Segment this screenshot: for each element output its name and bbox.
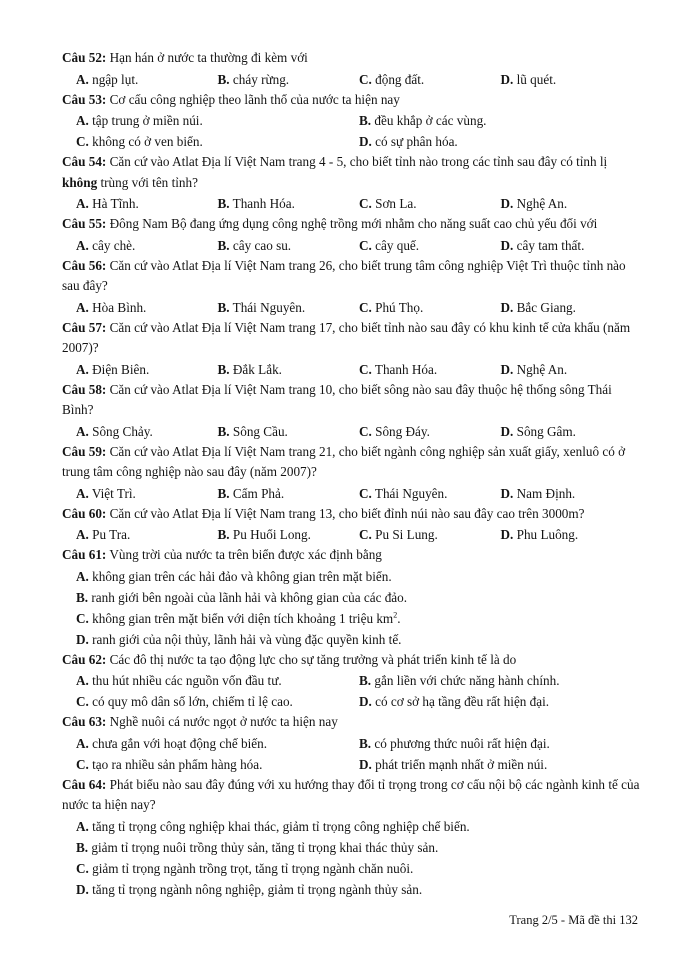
- question: [62, 650, 642, 713]
- option-text: giảm tỉ trọng nuôi trồng thủy sản, tăng tỉ trọng khai thác thủy sản.: [91, 839, 439, 855]
- answer-option: [501, 359, 643, 380]
- option-text: ranh giới của nội thủy, lãnh hải và vùng đặc quyền kinh tế.: [92, 631, 402, 647]
- answer-options: [62, 297, 642, 318]
- question: [62, 318, 642, 380]
- question-text: Căn cứ vào Atlat Địa lí Việt Nam trang 13, cho biết đỉnh núi nào sau đây cao trên 3000m?: [109, 505, 585, 521]
- exam-page: [62, 48, 642, 900]
- option-letter: C.: [359, 527, 372, 542]
- option-letter: A.: [76, 361, 89, 377]
- option-letter: B.: [359, 673, 372, 688]
- question-number: Câu 56:: [62, 257, 107, 273]
- option-text: Sông Gâm.: [516, 423, 576, 439]
- option-text: Nghệ An.: [516, 196, 568, 211]
- option-text: Sông Chảy.: [92, 423, 153, 439]
- option-text: cây chè.: [92, 237, 136, 253]
- question: [62, 712, 642, 775]
- answer-option: [359, 110, 642, 131]
- answer-option: [501, 235, 643, 256]
- option-text: Pu Huổi Long.: [232, 527, 311, 542]
- option-letter: D.: [359, 694, 372, 709]
- option-letter: B.: [359, 735, 372, 751]
- option-letter: C.: [76, 694, 89, 709]
- option-letter: A.: [76, 71, 89, 87]
- answer-option: [218, 483, 360, 504]
- option-letter: B.: [217, 299, 230, 315]
- option-letter: D.: [76, 881, 89, 897]
- question-number: Câu 57:: [62, 319, 107, 335]
- answer-options: [62, 524, 642, 545]
- answer-option: [76, 608, 642, 629]
- question-number: Câu 59:: [62, 443, 107, 459]
- option-letter: B.: [217, 485, 230, 501]
- answer-option: [76, 483, 218, 504]
- answer-option: [359, 483, 501, 504]
- option-text: Việt Trì.: [91, 485, 136, 501]
- emphasis-word: không: [62, 174, 98, 190]
- answer-option: [76, 69, 218, 90]
- question: [62, 775, 642, 900]
- answer-option: [359, 359, 501, 380]
- answer-option: [359, 297, 501, 318]
- option-text: cây tam thất.: [516, 237, 585, 253]
- option-text: chưa gắn với hoạt động chế biến.: [92, 735, 268, 751]
- question: [62, 442, 642, 504]
- option-text: tập trung ở miền núi.: [92, 113, 203, 128]
- option-text: Thái Nguyên.: [374, 485, 448, 501]
- question: [62, 504, 642, 546]
- option-letter: C.: [359, 71, 372, 87]
- question-number: Câu 60:: [62, 505, 107, 521]
- answer-option: [359, 733, 642, 754]
- option-letter: D.: [359, 756, 372, 772]
- option-letter: C.: [76, 860, 89, 876]
- answer-option: [76, 131, 359, 152]
- option-text: Sông Đáy.: [375, 423, 430, 439]
- question-text: Các đô thị nước ta tạo động lực cho sự tăng trưởng và phát triển kinh tế là do: [109, 651, 517, 667]
- answer-option: [218, 297, 360, 318]
- option-text: Đắk Lắk.: [232, 361, 282, 377]
- answer-option: [501, 193, 643, 214]
- answer-option: [501, 524, 643, 545]
- option-letter: B.: [217, 196, 230, 211]
- answer-option: [76, 629, 642, 650]
- option-letter: D.: [500, 485, 514, 501]
- answer-option: [218, 421, 360, 442]
- option-letter: A.: [76, 568, 89, 584]
- option-letter: A.: [76, 299, 89, 315]
- option-letter: D.: [76, 631, 89, 647]
- answer-option: [218, 69, 360, 90]
- answer-option: [76, 235, 218, 256]
- option-letter: C.: [359, 485, 372, 501]
- question-stem: [62, 48, 642, 69]
- answer-option: [76, 110, 359, 131]
- option-letter: A.: [76, 196, 89, 211]
- option-text: cây quế.: [375, 237, 420, 253]
- option-letter: A.: [76, 237, 89, 253]
- option-text-tail: .: [397, 610, 401, 626]
- option-letter: C.: [76, 610, 89, 626]
- option-letter: B.: [217, 71, 230, 87]
- answer-options: [62, 235, 642, 256]
- option-letter: D.: [500, 423, 514, 439]
- option-text: tăng tỉ trọng công nghiệp khai thác, giảm tỉ trọng công nghiệp chế biến.: [92, 818, 470, 834]
- answer-option: [218, 193, 360, 214]
- option-letter: C.: [359, 361, 372, 377]
- question-number: Câu 54:: [62, 154, 107, 169]
- question-stem: [62, 712, 642, 733]
- question-number: Câu 64:: [62, 776, 107, 792]
- option-letter: C.: [76, 756, 89, 772]
- question-text: Nghề nuôi cá nước ngọt ở nước ta hiện nay: [109, 714, 338, 729]
- option-text: Thái Nguyên.: [232, 299, 306, 315]
- option-letter: B.: [217, 361, 230, 377]
- question-text: Căn cứ vào Atlat Địa lí Việt Nam trang 4 - 5, cho biết tỉnh nào trong các tỉnh sau đây có tỉnh lị: [109, 154, 608, 169]
- option-text: có quy mô dân số lớn, chiếm tỉ lệ cao.: [92, 694, 293, 709]
- option-text: Cẩm Phả.: [232, 485, 285, 501]
- answer-option: [359, 421, 501, 442]
- answer-options: [62, 421, 642, 442]
- option-text: Phu Luông.: [516, 527, 579, 542]
- option-text: có phương thức nuôi rất hiện đại.: [374, 735, 550, 751]
- answer-options: [62, 733, 642, 775]
- question: [62, 214, 642, 256]
- option-letter: C.: [359, 423, 372, 439]
- option-letter: B.: [217, 423, 230, 439]
- option-text: Thanh Hóa.: [232, 196, 295, 211]
- question-text: trùng với tên tỉnh?: [97, 174, 198, 190]
- page-footer: Trang 2/5 - Mã đề thi 132: [509, 913, 638, 927]
- answer-options: [62, 110, 642, 152]
- answer-option: [501, 483, 643, 504]
- answer-option: [76, 858, 642, 879]
- question-number: Câu 58:: [62, 381, 107, 397]
- answer-options: [62, 359, 642, 380]
- answer-options: [62, 69, 642, 90]
- option-letter: A.: [76, 735, 89, 751]
- option-letter: B.: [217, 237, 230, 253]
- option-letter: B.: [217, 527, 230, 542]
- question-text: Căn cứ vào Atlat Địa lí Việt Nam trang 10, cho biết sông nào sau đây thuộc hệ thống sông Thái Bình?: [62, 381, 612, 417]
- option-letter: C.: [76, 134, 89, 149]
- question-stem: [62, 214, 642, 235]
- option-letter: D.: [359, 134, 372, 149]
- question-stem: [62, 775, 642, 816]
- option-text: phát triển mạnh nhất ở miền núi.: [375, 756, 548, 772]
- question: [62, 90, 642, 153]
- option-text: cháy rừng.: [232, 71, 290, 87]
- answer-option: [218, 359, 360, 380]
- option-text: động đất.: [375, 71, 425, 87]
- answer-option: [359, 193, 501, 214]
- question-stem: [62, 650, 642, 671]
- option-letter: A.: [76, 423, 89, 439]
- answer-option: [76, 670, 359, 691]
- question-number: Câu 53:: [62, 91, 107, 107]
- option-text: Bắc Giang.: [516, 299, 576, 315]
- answer-option: [76, 421, 218, 442]
- superscript: 2: [393, 610, 398, 620]
- question-text: Căn cứ vào Atlat Địa lí Việt Nam trang 26, cho biết trung tâm công nghiệp Việt Trì thuộc tỉnh nào sau đây?: [62, 257, 626, 293]
- option-text: gắn liền với chức năng hành chính.: [374, 673, 560, 688]
- option-text: tạo ra nhiều sản phẩm hàng hóa.: [92, 756, 263, 772]
- option-letter: D.: [500, 299, 514, 315]
- option-letter: C.: [359, 196, 372, 211]
- option-text: không gian trên các hải đảo và không gian trên mặt biển.: [92, 568, 392, 584]
- option-text: Nghệ An.: [516, 361, 568, 377]
- question-number: Câu 62:: [62, 651, 107, 667]
- option-text: Sông Cầu.: [232, 423, 288, 439]
- question-number: Câu 52:: [62, 50, 107, 65]
- option-letter: B.: [359, 113, 372, 128]
- answer-options: [62, 816, 642, 900]
- answer-option: [359, 131, 642, 152]
- question: [62, 48, 642, 90]
- answer-option: [76, 297, 218, 318]
- question-stem: [62, 442, 642, 483]
- question-list: [62, 48, 642, 900]
- answer-option: [76, 587, 642, 608]
- option-text: Điện Biên.: [92, 361, 150, 377]
- question: [62, 256, 642, 318]
- question-stem: [62, 90, 642, 111]
- question-number: Câu 61:: [62, 547, 107, 562]
- option-text: Sơn La.: [375, 196, 417, 211]
- question-text: Phát biểu nào sau đây đúng với xu hướng thay đổi tỉ trọng trong cơ cấu nội bộ các ngành kinh tế của nước ta hiện nay?: [62, 776, 640, 812]
- option-letter: A.: [76, 818, 89, 834]
- answer-option: [359, 69, 501, 90]
- option-text: Thanh Hóa.: [374, 361, 438, 377]
- option-letter: A.: [76, 673, 89, 688]
- question: [62, 545, 642, 650]
- question-stem: [62, 318, 642, 359]
- question-text: Cơ cấu công nghiệp theo lãnh thổ của nước ta hiện nay: [109, 91, 400, 107]
- answer-option: [501, 297, 643, 318]
- option-letter: D.: [500, 527, 514, 542]
- question-text: Căn cứ vào Atlat Địa lí Việt Nam trang 21, cho biết ngành công nghiệp sản xuất giấy, xenluô có ở trung tâm công nghiệp nào sau đây (năm 2007)?: [62, 443, 626, 479]
- option-letter: D.: [500, 196, 514, 211]
- answer-option: [76, 359, 218, 380]
- answer-option: [76, 754, 359, 775]
- answer-option: [218, 235, 360, 256]
- option-text: Hòa Bình.: [92, 299, 147, 315]
- option-letter: C.: [359, 299, 372, 315]
- answer-option: [76, 837, 642, 858]
- question-text: Căn cứ vào Atlat Địa lí Việt Nam trang 17, cho biết tỉnh nào sau đây có khu kinh tế cửa khẩu (năm 2007)?: [62, 319, 631, 355]
- option-letter: D.: [500, 71, 514, 87]
- option-letter: A.: [76, 485, 89, 501]
- option-text: Hà Tĩnh.: [92, 196, 139, 211]
- option-text: Phú Thọ.: [375, 299, 424, 315]
- question: [62, 152, 642, 214]
- question-text: Vùng trời của nước ta trên biển được xác định bằng: [109, 547, 382, 562]
- answer-option: [359, 670, 642, 691]
- option-letter: D.: [500, 237, 514, 253]
- option-letter: C.: [359, 237, 372, 253]
- answer-option: [76, 733, 359, 754]
- answer-option: [76, 816, 642, 837]
- answer-option: [76, 566, 642, 587]
- option-text: ranh giới bên ngoài của lãnh hải và không gian của các đảo.: [91, 589, 408, 605]
- answer-options: [62, 670, 642, 712]
- question-stem: [62, 256, 642, 297]
- answer-option: [76, 879, 642, 900]
- option-text: cây cao su.: [232, 237, 292, 253]
- answer-options: [62, 566, 642, 650]
- answer-option: [359, 754, 642, 775]
- option-letter: D.: [500, 361, 514, 377]
- question-number: Câu 55:: [62, 216, 107, 231]
- question-number: Câu 63:: [62, 714, 107, 729]
- option-text: không có ở ven biển.: [92, 134, 203, 149]
- option-text: lũ quét.: [516, 71, 557, 87]
- option-letter: A.: [76, 527, 89, 542]
- answer-option: [359, 524, 501, 545]
- option-text: giảm tỉ trọng ngành trồng trọt, tăng tỉ trọng ngành chăn nuôi.: [92, 860, 414, 876]
- option-text: ngập lụt.: [92, 71, 139, 87]
- answer-option: [76, 524, 218, 545]
- answer-options: [62, 483, 642, 504]
- option-letter: B.: [76, 589, 89, 605]
- option-text: có cơ sở hạ tầng đều rất hiện đại.: [375, 694, 550, 709]
- option-text: Pu Tra.: [92, 527, 131, 542]
- answer-option: [218, 524, 360, 545]
- question-stem: [62, 152, 642, 193]
- answer-options: [62, 193, 642, 214]
- question-stem: [62, 504, 642, 525]
- option-letter: B.: [76, 839, 89, 855]
- question-stem: [62, 380, 642, 421]
- option-letter: A.: [76, 113, 89, 128]
- answer-option: [76, 691, 359, 712]
- option-text: đều khắp ở các vùng.: [374, 113, 487, 128]
- answer-option: [359, 691, 642, 712]
- option-text: Nam Định.: [516, 485, 576, 501]
- answer-option: [76, 193, 218, 214]
- option-text: có sự phân hóa.: [375, 134, 458, 149]
- answer-option: [359, 235, 501, 256]
- question-text: Hạn hán ở nước ta thường đi kèm với: [109, 50, 308, 65]
- question-text: Đông Nam Bộ đang ứng dụng công nghệ trồng mới nhằm cho năng suất cao chủ yếu đối với: [109, 216, 598, 231]
- answer-option: [501, 69, 643, 90]
- option-text: Pu Si Lung.: [375, 527, 438, 542]
- option-text: thu hút nhiều các nguồn vốn đầu tư.: [92, 673, 282, 688]
- question-stem: [62, 545, 642, 566]
- question: [62, 380, 642, 442]
- option-text: không gian trên mặt biển với diện tích khoảng 1 triệu km: [92, 610, 394, 626]
- option-text: tăng tỉ trọng ngành nông nghiệp, giảm tỉ trọng ngành thủy sản.: [92, 881, 423, 897]
- answer-option: [501, 421, 643, 442]
